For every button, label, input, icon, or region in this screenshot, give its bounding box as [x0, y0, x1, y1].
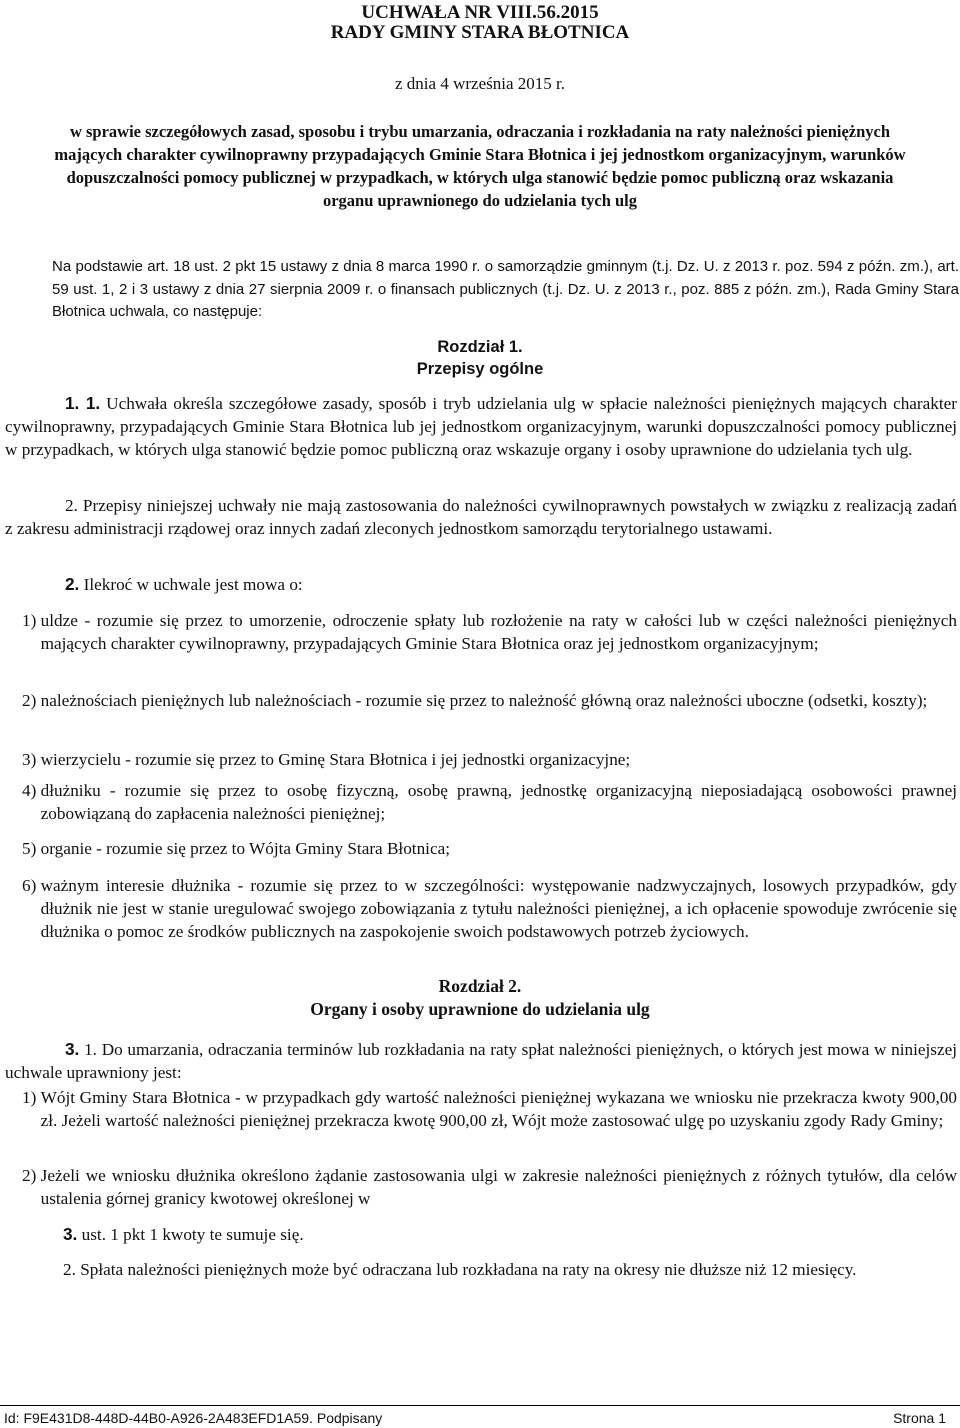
paragraph-2-mark: 2. [65, 574, 80, 594]
paragraph-3-text: 1. Do umarzania, odraczania terminów lub rozkładania na raty spłat należności pieniężnych, o których jest mowa w niniejszej uchwale uprawniony jest: [5, 1040, 958, 1082]
authority-item [22, 1086, 957, 1132]
paragraph-2-intro [65, 573, 955, 596]
paragraph-3-section-2: 2. Spłata należności pieniężnych może być odraczana lub rozkładana na raty na okresy nie dłuższe niż 12 miesięcy. [63, 1260, 857, 1279]
paragraph-1-section-2: 2. Przepisy niniejszej uchwały nie mają zastosowania do należności cywilnoprawnych powstałych w związku z realizacją zadań z zakresu administracji rządowej oraz innych zadań zleconych jednostkom samorządu terytorialnego ustawami. [5, 496, 957, 538]
document-id: Id: F9E431D8-448D-44B0-A926-2A483EFD1A59. Podpisany [4, 1410, 383, 1426]
authority-item [22, 1164, 957, 1210]
legal-basis-preamble: Na podstawie art. 18 ust. 2 pkt 15 ustawy z dnia 8 marca 1990 r. o samorządzie gminnym (t.j. Dz. U. z 2013 r. poz. 594 z późn. zm.), art. 59 ust. 1, 2 i 3 ustawy z dnia 27 sierpnia 2009 r. o finansach publicznych (t.j. Dz. U. z 2013 r., poz. 885 z późn. zm.), Rada Gminy Stara Błotnica uchwala, co następuje: [52, 258, 959, 320]
item-number: 1) [22, 611, 41, 630]
paragraph-3 [5, 1038, 957, 1084]
chapter-1-title: Przepisy ogólne [416, 360, 544, 378]
item-number: 3) [22, 750, 41, 769]
definition-item [22, 748, 957, 771]
chapter-2-title: Organy i osoby uprawnione do udzielania ulg [310, 999, 650, 1019]
definition-item [22, 779, 957, 825]
item-number: 2) [22, 691, 41, 710]
paragraph-1-mark: 1. 1. [65, 393, 101, 413]
item-text: należnościach pieniężnych lub należnościach - rozumie się przez to należność główną oraz należności uboczne (odsetki, koszty); [40, 691, 928, 710]
continuation-text: ust. 1 pkt 1 kwoty te sumuje się. [81, 1225, 304, 1244]
item-text: uldze - rozumie się przez to umorzenie, odroczenie spłaty lub rozłożenie na raty w całości lub w części należności pieniężnych mających charakter cywilnoprawny, przypadających Gminie Stara Błotnica oraz jej jednostkom organizacyjnym; [40, 611, 957, 653]
definition-item [22, 689, 957, 712]
item-text: dłużniku - rozumie się przez to osobę fizyczną, osobę prawną, jednostkę organizacyjną nieposiadającą osobowości prawnej zobowiązaną do zapłacenia należności pieniężnej; [40, 781, 957, 823]
chapter-2-heading: Rozdział 2. [438, 976, 522, 996]
definition-item [22, 609, 957, 655]
definition-item [22, 874, 957, 943]
paragraph-3-mark: 3. [65, 1039, 80, 1059]
item-number: 1) [22, 1088, 41, 1107]
item-text: organie - rozumie się przez to Wójta Gminy Stara Błotnica; [40, 839, 450, 858]
authority-item-continuation [63, 1223, 953, 1246]
resolution-number: UCHWAŁA NR VIII.56.2015 [361, 2, 599, 23]
item-text: ważnym interesie dłużnika - rozumie się przez to w szczególności: występowanie nadzwyczajnych, losowych przypadków, gdy dłużnik nie jest w stanie uregulować swojego zobowiązania z tytułu należności pieniężnej, a ich opłacenie spowoduje zwrócenie się dłużnika o pomoc ze środków publicznych na zaspokojenie swoich podstawowych potrzeb życiowych. [40, 876, 957, 941]
item-number: 6) [22, 876, 41, 895]
paragraph-2-intro-text: Ilekroć w uchwale jest mowa o: [83, 575, 303, 594]
paragraph-1-text: Uchwała określa szczegółowe zasady, sposób i tryb udzielania ulg w spłacie należności pieniężnych mających charakter cywilnoprawny, przypadających Gminie Stara Błotnica lub jej jednostkom organizacyjnym, warunki dopuszczalności pomocy publicznej w przypadkach, w których ulga stanowić będzie pomoc publiczną oraz wskazuje organy i osoby uprawnione do udzielania tych ulg. [5, 394, 957, 459]
item-number: 2) [22, 1166, 41, 1185]
chapter-1-heading: Rozdział 1. [437, 338, 523, 356]
item-number: 5) [22, 839, 41, 858]
paragraph-1 [5, 392, 957, 461]
item-text: Wójt Gminy Stara Błotnica - w przypadkach gdy wartość należności pieniężnej wykazana we wniosku nie przekracza kwoty 900,00 zł. Jeżeli wartość należności pieniężnej przekracza kwotę 900,00 zł, Wójt może zastosować ulgę po uzyskaniu zgody Rady Gminy; [40, 1088, 957, 1130]
item-number: 4) [22, 781, 41, 800]
resolution-subject: w sprawie szczegółowych zasad, sposobu i trybu umarzania, odraczania i rozkładania na raty należności pieniężnych mających charakter cywilnoprawny przypadających Gminie Stara Błotnica i jej jednostkom organizacyjnym, warunków dopuszczalności pomocy publicznej w przypadkach, w których ulga stanowić będzie pomoc publiczną oraz wskazania organu uprawnionego do udzielania tych ulg [54, 122, 906, 210]
item-text: Jeżeli we wniosku dłużnika określono żądanie zastosowania ulgi w zakresie należności pieniężnych z różnych tytułów, dla celów ustalenia górnej granicy kwotowej określonej w [40, 1166, 957, 1208]
paragraph-3-ref-mark: 3. [63, 1224, 78, 1244]
footer-divider [0, 1405, 960, 1406]
definition-item [22, 837, 957, 860]
council-name: RADY GMINY STARA BŁOTNICA [330, 22, 630, 43]
resolution-date: z dnia 4 września 2015 r. [395, 74, 565, 93]
item-text: wierzycielu - rozumie się przez to Gminę Stara Błotnica i jej jednostki organizacyjne; [40, 750, 631, 769]
page-number: Strona 1 [893, 1410, 946, 1426]
